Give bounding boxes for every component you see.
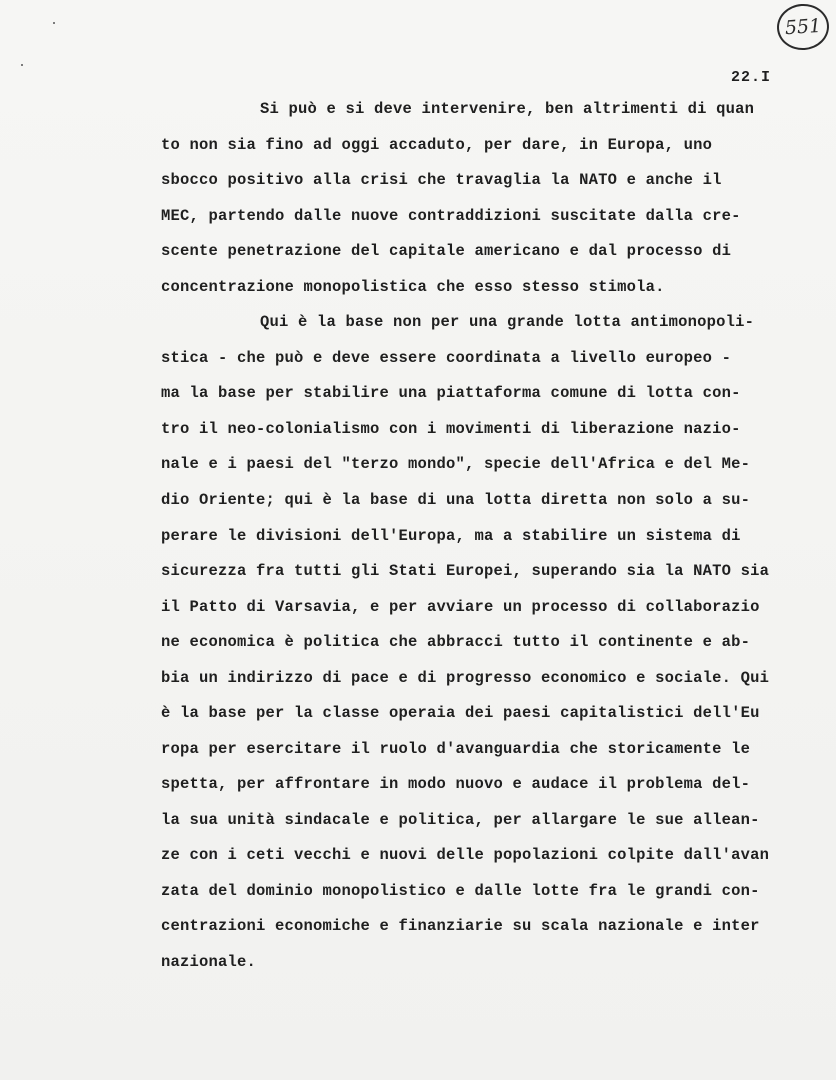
text-line: il Patto di Varsavia, e per avviare un processo di collaborazio bbox=[161, 598, 760, 616]
text-line: nazionale. bbox=[161, 953, 257, 971]
text-line: tro il neo-colonialismo con i movimenti di liberazione nazio- bbox=[161, 420, 741, 438]
text-line: sbocco positivo alla crisi che travaglia la NATO e anche il bbox=[161, 171, 722, 189]
text-line: stica - che può e deve essere coordinata a livello europeo - bbox=[161, 349, 732, 367]
text-line: centrazioni economiche e finanziarie su scala nazionale e inter bbox=[161, 917, 760, 935]
text-line: to non sia fino ad oggi accaduto, per dare, in Europa, uno bbox=[161, 136, 713, 154]
text-line: perare le divisioni dell'Europa, ma a stabilire un sistema di bbox=[161, 527, 741, 545]
text-line: è la base per la classe operaia dei paesi capitalistici dell'Eu bbox=[161, 704, 760, 722]
text-line: nale e i paesi del "terzo mondo", specie dell'Africa e del Me- bbox=[161, 455, 751, 473]
text-line: bia un indirizzo di pace e di progresso economico e sociale. Qui bbox=[161, 669, 770, 687]
text-line: Qui è la base non per una grande lotta antimonopoli- bbox=[260, 313, 755, 331]
text-line: la sua unità sindacale e politica, per allargare le sue allean- bbox=[161, 811, 760, 829]
page-number bbox=[731, 69, 771, 86]
text-line: MEC, partendo dalle nuove contraddizioni suscitate dalla cre- bbox=[161, 207, 741, 225]
text-line: concentrazione monopolistica che esso stesso stimola. bbox=[161, 278, 665, 296]
text-line: sicurezza fra tutti gli Stati Europei, superando sia la NATO sia bbox=[161, 562, 770, 580]
text-line: zata del dominio monopolistico e dalle lotte fra le grandi con- bbox=[161, 882, 760, 900]
page-mark: I bbox=[761, 69, 772, 86]
text-line: dio Oriente; qui è la base di una lotta diretta non solo a su- bbox=[161, 491, 751, 509]
archive-stamp bbox=[775, 2, 830, 52]
text-line: scente penetrazione del capitale americano e dal processo di bbox=[161, 242, 732, 260]
text-line: spetta, per affrontare in modo nuovo e audace il problema del- bbox=[161, 775, 751, 793]
text-line: ne economica è politica che abbracci tutto il continente e ab- bbox=[161, 633, 751, 651]
text-line: ropa per esercitare il ruolo d'avanguardia che storicamente le bbox=[161, 740, 751, 758]
stamp-number: 551 bbox=[784, 14, 822, 40]
text-line: ze con i ceti vecchi e nuovi delle popolazioni colpite dall'avan bbox=[161, 846, 770, 864]
text-line: ma la base per stabilire una piattaforma comune di lotta con- bbox=[161, 384, 741, 402]
paper-speck bbox=[53, 22, 55, 24]
text-line: Si può e si deve intervenire, ben altrimenti di quan bbox=[260, 100, 755, 118]
paper-speck bbox=[21, 64, 23, 66]
page-number-value: 22. bbox=[731, 69, 762, 86]
